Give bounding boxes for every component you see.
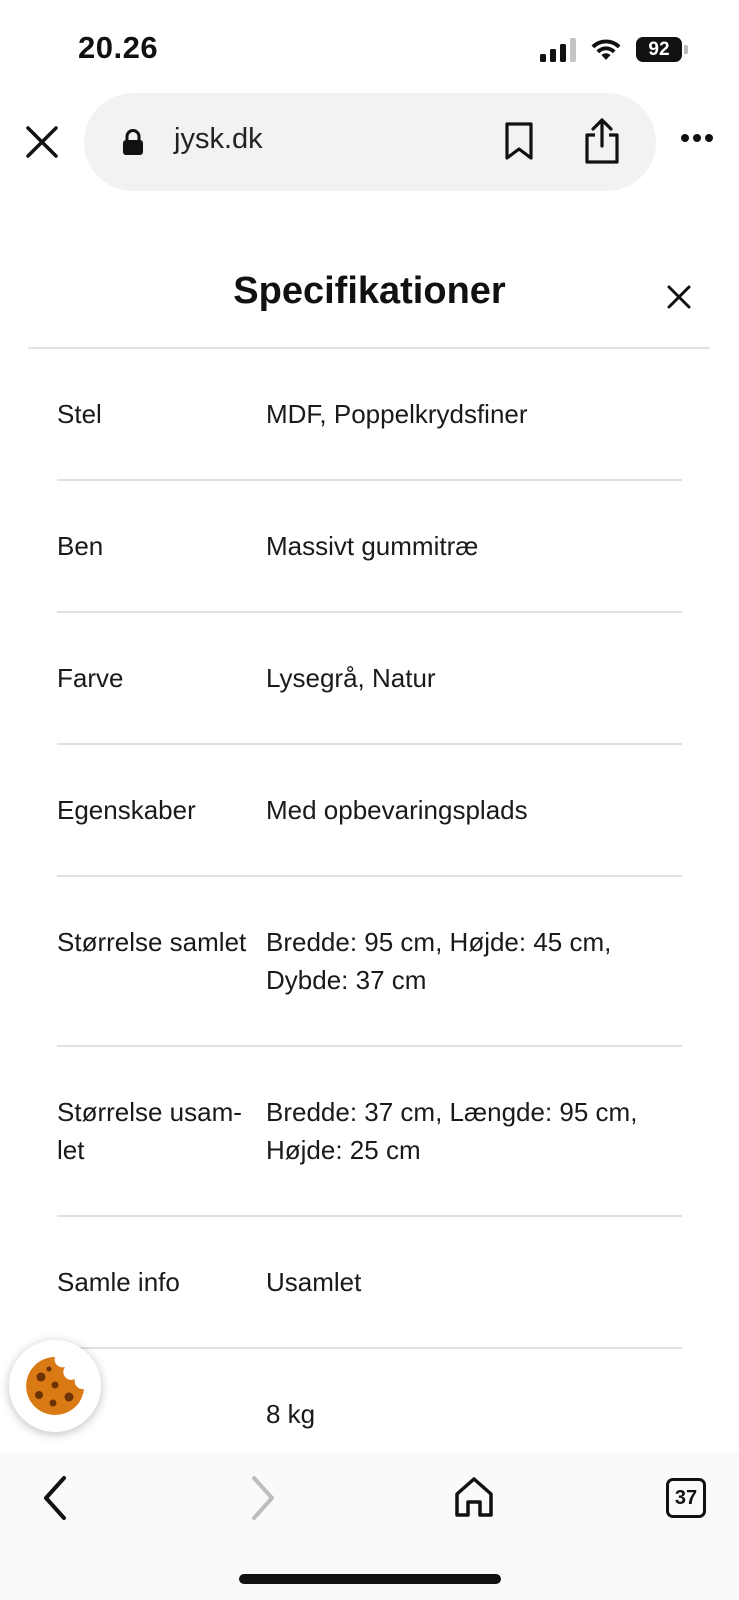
- home-icon[interactable]: [454, 1476, 494, 1518]
- cookie-icon: [23, 1355, 87, 1417]
- spec-row: [57, 745, 682, 877]
- status-bar: [0, 0, 739, 90]
- close-icon[interactable]: [666, 284, 692, 310]
- spec-label: Samle info: [57, 1267, 180, 1297]
- spec-label: Farve: [57, 663, 124, 693]
- spec-list: [57, 349, 682, 1479]
- spec-label: Egenskaber: [57, 795, 196, 825]
- wifi-icon: [590, 36, 622, 62]
- spec-label: Ben: [57, 531, 104, 561]
- home-indicator: [239, 1574, 501, 1584]
- cellular-signal-icon: [540, 38, 578, 62]
- chevron-left-icon[interactable]: [38, 1474, 72, 1522]
- battery-tip: [684, 45, 688, 54]
- spec-row: [57, 1217, 682, 1349]
- bookmark-icon[interactable]: [502, 121, 536, 161]
- lock-icon: [122, 129, 144, 155]
- spec-label: Størrelse usam-let: [57, 1097, 242, 1165]
- spec-value: 8 kg: [266, 1399, 316, 1429]
- battery-level: 92: [636, 37, 682, 62]
- modal-title: Specifikationer: [233, 270, 506, 312]
- spec-value: Bredde: 37 cm, Længde: 95 cm, Højde: 25 cm: [266, 1097, 638, 1165]
- spec-row: [57, 481, 682, 613]
- url-text[interactable]: jysk.dk: [174, 123, 263, 155]
- spec-value: Bredde: 95 cm, Højde: 45 cm, Dybde: 37 cm: [266, 927, 612, 995]
- status-time: 20.26: [78, 30, 159, 65]
- chevron-right-icon[interactable]: [246, 1474, 280, 1522]
- spec-row: [57, 877, 682, 1047]
- address-bar[interactable]: [84, 93, 656, 191]
- spec-value: Med opbevaringsplads: [266, 795, 528, 825]
- battery-indicator: [636, 37, 688, 62]
- spec-value: Massivt gummitræ: [266, 531, 479, 561]
- more-icon[interactable]: [680, 132, 714, 144]
- spec-row: [57, 1047, 682, 1217]
- spec-row: [57, 613, 682, 745]
- spec-value: MDF, Poppelkrydsfiner: [266, 399, 528, 429]
- spec-value: Usamlet: [266, 1267, 362, 1297]
- spec-label: Stel: [57, 399, 102, 429]
- close-icon[interactable]: [22, 122, 62, 162]
- tabs-button[interactable]: 37: [666, 1478, 706, 1518]
- spec-label: Størrelse samlet: [57, 927, 247, 957]
- share-icon[interactable]: [582, 118, 622, 164]
- spec-value: Lysegrå, Natur: [266, 663, 436, 693]
- cookie-settings-button[interactable]: [9, 1340, 101, 1432]
- spec-row: [57, 349, 682, 481]
